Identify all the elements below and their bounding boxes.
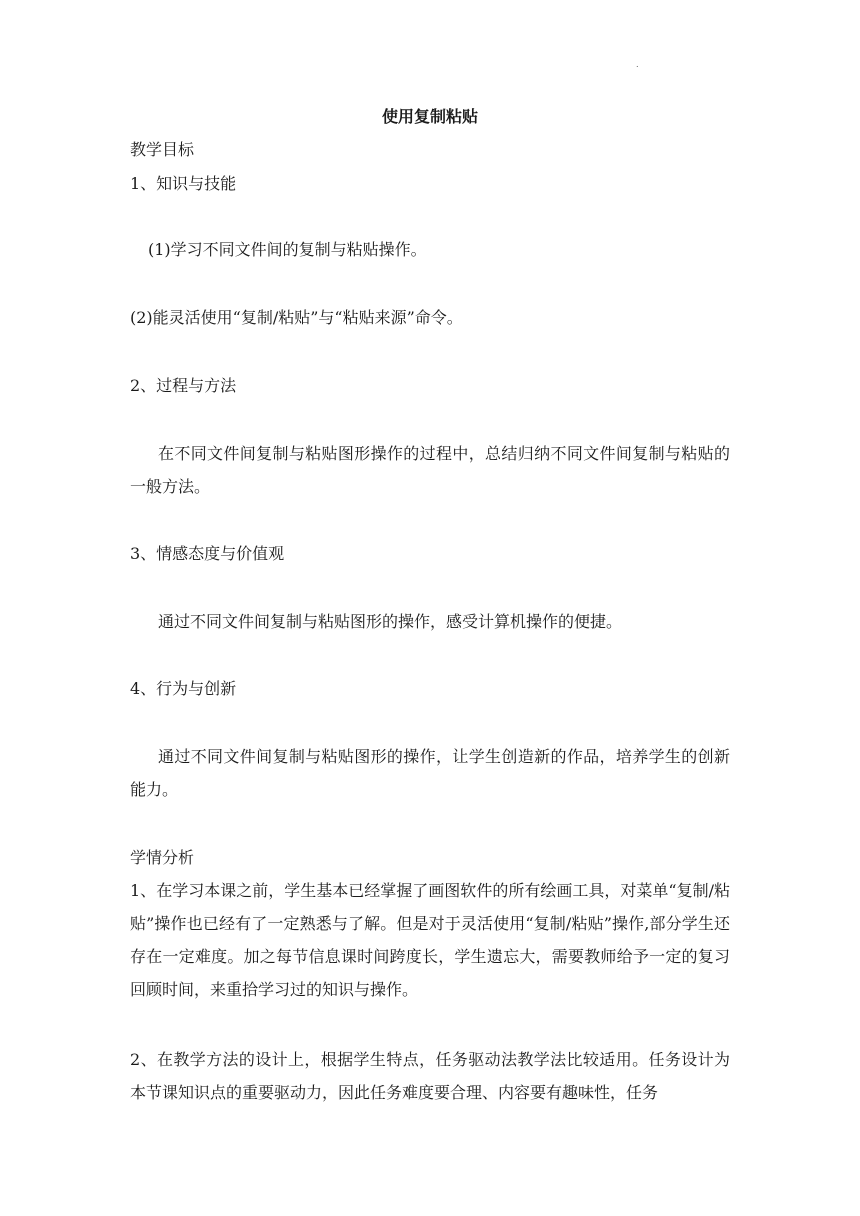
header-mark: .	[636, 60, 639, 69]
goal-2-heading: 2、过程与方法	[130, 376, 237, 395]
analysis-paragraph-1: 1、在学习本课之前，学生基本已经掌握了画图软件的所有绘画工具，对菜单“复制/粘贴”操作也已经有了一定熟悉与了解。但是对于灵活使用“复制/粘贴”操作,部分学生还存在一定难度。加之每节信息课时间跨度长，学生遗忘大，需要教师给予一定的复习回顾时间，来重拾学习过的知识与操作。	[130, 881, 730, 999]
goal-2-text: 在不同文件间复制与粘贴图形操作的过程中，总结归纳不同文件间复制与粘贴的一般方法。	[130, 444, 730, 496]
section-heading-student-analysis: 学情分析	[130, 848, 195, 867]
goal-4-text: 通过不同文件间复制与粘贴图形的操作，让学生创造新的作品，培养学生的创新能力。	[130, 747, 730, 799]
goal-1-heading: 1、知识与技能	[130, 174, 237, 193]
goal-3-heading: 3、情感态度与价值观	[130, 544, 285, 563]
goal-1-item-2: (2)能灵活使用“复制/粘贴”与“粘贴来源”命令。	[130, 308, 463, 327]
goal-4-heading: 4、行为与创新	[130, 679, 237, 698]
analysis-paragraph-2: 2、在教学方法的设计上，根据学生特点，任务驱动法教学法比较适用。任务设计为本节课知识点的重要驱动力，因此任务难度要合理、内容要有趣味性，任务	[130, 1050, 730, 1102]
section-heading-teaching-goals: 教学目标	[130, 140, 195, 159]
goal-3-text: 通过不同文件间复制与粘贴图形的操作，感受计算机操作的便捷。	[158, 612, 623, 631]
goal-1-item-1: (1)学习不同文件间的复制与粘贴操作。	[148, 240, 427, 259]
document-title: 使用复制粘贴	[381, 107, 478, 126]
